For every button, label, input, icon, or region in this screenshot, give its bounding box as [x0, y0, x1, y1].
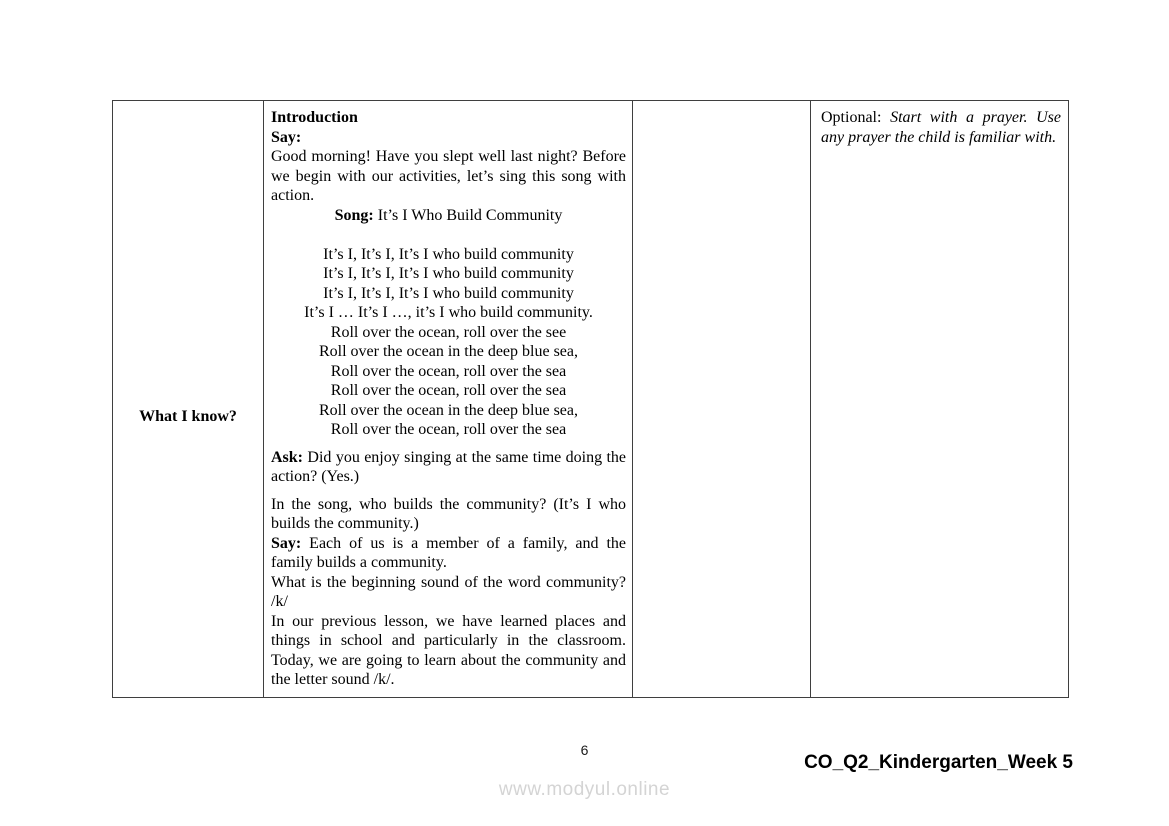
say-label: Say: — [271, 128, 302, 146]
closing-paragraph: In our previous lesson, we have learned places and things in school and particularly in the classroom. Today, we are going to learn about the community and the letter sound /k/. — [271, 612, 626, 688]
document-code: CO_Q2_Kindergarten_Week 5 — [804, 752, 1073, 773]
page-number: 6 — [580, 742, 589, 758]
watermark: www.modyul.online — [498, 779, 671, 800]
opening-paragraph: Good morning! Have you slept well last night? Before we begin with our activities, let’s sing this song with action. — [271, 148, 626, 204]
song-label: Song: — [334, 206, 374, 224]
song-lyric-line: It’s I, It’s I, It’s I who build community — [323, 265, 574, 282]
ask-paragraph — [271, 448, 626, 487]
ask-label: Ask: — [271, 448, 304, 466]
lesson-plan-table — [112, 100, 1069, 698]
song-lyric-line: Roll over the ocean in the deep blue sea, — [318, 401, 578, 419]
song-lyric-line: It’s I, It’s I, It’s I who build community — [323, 284, 574, 302]
song-lyric-line: It’s I, It’s I, It’s I who build community — [323, 245, 574, 263]
say2-text: Each of us is a member of a family, and the family builds a community. — [271, 534, 627, 571]
row-label-cell — [113, 101, 264, 697]
blank-line — [271, 225, 626, 245]
introduction-cell — [264, 101, 633, 697]
optional-text: Start with a prayer. Use any prayer the child is familiar with. — [821, 109, 1061, 146]
optional-label: Optional: — [821, 109, 882, 126]
sound-question: What is the beginning sound of the word community? /k/ — [271, 573, 626, 610]
song-title: It’s I Who Build Community — [377, 206, 563, 224]
song-lyric-line: Roll over the ocean, roll over the sea — [330, 421, 567, 438]
song-lyric-line: Roll over the ocean, roll over the sea — [330, 362, 567, 380]
say2-label: Say: — [271, 534, 302, 552]
song-lyric-line: Roll over the ocean, roll over the sea — [330, 382, 567, 399]
song-lyric-line: Roll over the ocean in the deep blue sea, — [318, 343, 578, 360]
row-label: What I know? — [139, 408, 237, 426]
ask-text: Did you enjoy singing at the same time doing the action? (Yes.) — [271, 448, 627, 485]
song-lyric-line: Roll over the ocean, roll over the see — [330, 323, 567, 341]
song-lyric-line: It’s I … It’s I …, it’s I who build community. — [304, 304, 593, 321]
song-title-line — [271, 206, 626, 226]
introduction-heading: Introduction — [271, 109, 358, 126]
question-paragraph: In the song, who builds the community? (It’s I who builds the community.) — [271, 495, 626, 532]
say-paragraph — [271, 534, 626, 573]
empty-cell — [633, 101, 811, 697]
optional-notes-cell — [811, 101, 1068, 697]
